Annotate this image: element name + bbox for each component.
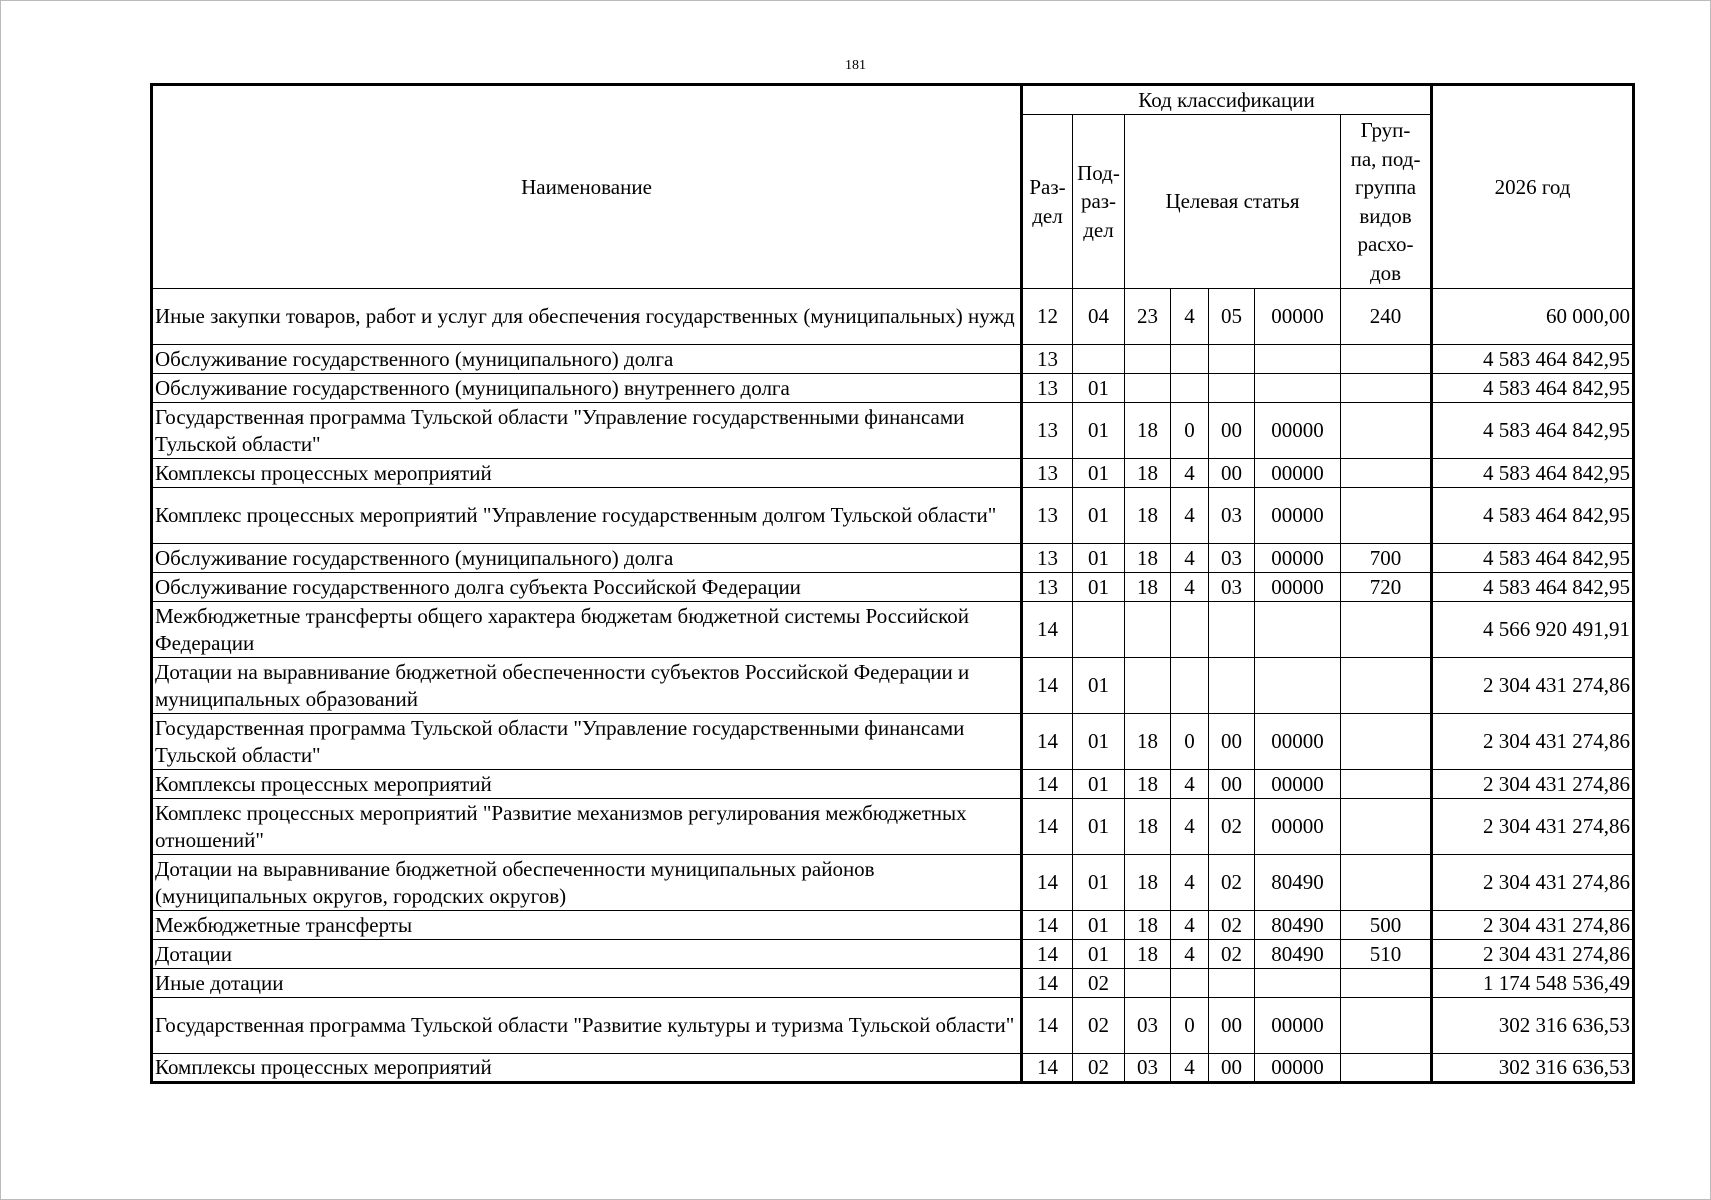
row-name: Государственная программа Тульской области "Управление государственными финансами Тульской области" bbox=[152, 403, 1022, 459]
row-target-type: 4 bbox=[1171, 770, 1209, 799]
row-section: 13 bbox=[1022, 345, 1073, 374]
row-expense-group bbox=[1341, 998, 1432, 1054]
row-amount: 2 304 431 274,86 bbox=[1432, 940, 1634, 969]
row-subsection: 02 bbox=[1073, 969, 1125, 998]
row-target-program: 18 bbox=[1125, 573, 1171, 602]
row-subsection: 01 bbox=[1073, 940, 1125, 969]
table-row bbox=[152, 573, 1634, 602]
row-target-type: 4 bbox=[1171, 488, 1209, 544]
row-name: Комплекс процессных мероприятий "Развитие механизмов регулирования межбюджетных отношений" bbox=[152, 799, 1022, 855]
table-row bbox=[152, 345, 1634, 374]
row-target-type: 4 bbox=[1171, 573, 1209, 602]
header-target: Целевая статья bbox=[1125, 115, 1341, 289]
row-expense-group bbox=[1341, 770, 1432, 799]
row-section: 14 bbox=[1022, 770, 1073, 799]
row-target-program: 18 bbox=[1125, 403, 1171, 459]
row-target-program bbox=[1125, 345, 1171, 374]
row-subsection: 01 bbox=[1073, 488, 1125, 544]
row-section: 14 bbox=[1022, 1054, 1073, 1083]
page-number: 181 bbox=[845, 58, 866, 73]
row-target-program: 18 bbox=[1125, 940, 1171, 969]
row-expense-group bbox=[1341, 374, 1432, 403]
row-expense-group bbox=[1341, 714, 1432, 770]
row-target-structure: 03 bbox=[1209, 488, 1255, 544]
row-name: Обслуживание государственного (муниципального) внутреннего долга bbox=[152, 374, 1022, 403]
row-section: 14 bbox=[1022, 799, 1073, 855]
row-target-structure: 00 bbox=[1209, 998, 1255, 1054]
row-subsection: 02 bbox=[1073, 998, 1125, 1054]
row-target-structure: 02 bbox=[1209, 855, 1255, 911]
header-year: 2026 год bbox=[1432, 85, 1634, 289]
row-target-direction bbox=[1255, 658, 1341, 714]
row-section: 13 bbox=[1022, 403, 1073, 459]
row-target-direction bbox=[1255, 969, 1341, 998]
table-row bbox=[152, 459, 1634, 488]
row-target-type bbox=[1171, 345, 1209, 374]
row-subsection: 01 bbox=[1073, 799, 1125, 855]
table-row bbox=[152, 855, 1634, 911]
row-amount: 302 316 636,53 bbox=[1432, 998, 1634, 1054]
row-expense-group bbox=[1341, 488, 1432, 544]
row-target-direction: 00000 bbox=[1255, 770, 1341, 799]
row-section: 14 bbox=[1022, 714, 1073, 770]
row-target-program: 03 bbox=[1125, 1054, 1171, 1083]
header-group bbox=[1341, 115, 1432, 289]
row-name: Комплексы процессных мероприятий bbox=[152, 770, 1022, 799]
row-amount: 302 316 636,53 bbox=[1432, 1054, 1634, 1083]
row-target-program: 18 bbox=[1125, 855, 1171, 911]
row-subsection: 01 bbox=[1073, 911, 1125, 940]
header-subsection-text: Под- раз- дел bbox=[1077, 160, 1120, 242]
row-target-direction: 00000 bbox=[1255, 573, 1341, 602]
row-target-direction: 00000 bbox=[1255, 488, 1341, 544]
row-subsection: 02 bbox=[1073, 1054, 1125, 1083]
row-expense-group: 500 bbox=[1341, 911, 1432, 940]
table-row bbox=[152, 1054, 1634, 1083]
row-amount: 1 174 548 536,49 bbox=[1432, 969, 1634, 998]
row-amount: 4 583 464 842,95 bbox=[1432, 374, 1634, 403]
row-subsection: 01 bbox=[1073, 714, 1125, 770]
row-target-type: 4 bbox=[1171, 911, 1209, 940]
row-target-direction bbox=[1255, 345, 1341, 374]
row-section: 13 bbox=[1022, 544, 1073, 573]
row-target-structure bbox=[1209, 345, 1255, 374]
row-name: Обслуживание государственного (муниципального) долга bbox=[152, 345, 1022, 374]
row-target-direction: 00000 bbox=[1255, 714, 1341, 770]
row-section: 14 bbox=[1022, 658, 1073, 714]
row-name: Государственная программа Тульской области "Управление государственными финансами Тульской области" bbox=[152, 714, 1022, 770]
row-expense-group: 240 bbox=[1341, 289, 1432, 345]
table-row bbox=[152, 714, 1634, 770]
row-section: 13 bbox=[1022, 459, 1073, 488]
row-subsection bbox=[1073, 345, 1125, 374]
row-expense-group: 720 bbox=[1341, 573, 1432, 602]
row-section: 14 bbox=[1022, 998, 1073, 1054]
table-row bbox=[152, 289, 1634, 345]
row-target-program: 18 bbox=[1125, 799, 1171, 855]
table-row bbox=[152, 374, 1634, 403]
row-target-direction: 00000 bbox=[1255, 289, 1341, 345]
row-target-type: 0 bbox=[1171, 403, 1209, 459]
row-target-structure: 05 bbox=[1209, 289, 1255, 345]
row-target-structure bbox=[1209, 374, 1255, 403]
row-target-program bbox=[1125, 969, 1171, 998]
row-target-program: 18 bbox=[1125, 488, 1171, 544]
row-subsection: 01 bbox=[1073, 855, 1125, 911]
row-expense-group bbox=[1341, 403, 1432, 459]
row-subsection: 04 bbox=[1073, 289, 1125, 345]
row-target-program: 18 bbox=[1125, 911, 1171, 940]
table-row bbox=[152, 658, 1634, 714]
row-target-structure: 02 bbox=[1209, 799, 1255, 855]
row-target-structure: 00 bbox=[1209, 459, 1255, 488]
row-target-program bbox=[1125, 658, 1171, 714]
row-section: 14 bbox=[1022, 602, 1073, 658]
row-name: Дотации на выравнивание бюджетной обеспеченности муниципальных районов (муниципальных округов, городских округов) bbox=[152, 855, 1022, 911]
row-target-structure bbox=[1209, 658, 1255, 714]
row-target-direction: 00000 bbox=[1255, 998, 1341, 1054]
row-target-type: 0 bbox=[1171, 714, 1209, 770]
row-expense-group bbox=[1341, 1054, 1432, 1083]
row-subsection: 01 bbox=[1073, 374, 1125, 403]
row-name: Дотации bbox=[152, 940, 1022, 969]
row-expense-group bbox=[1341, 799, 1432, 855]
row-expense-group bbox=[1341, 459, 1432, 488]
row-target-program: 03 bbox=[1125, 998, 1171, 1054]
row-expense-group bbox=[1341, 658, 1432, 714]
row-target-type: 4 bbox=[1171, 544, 1209, 573]
row-target-type: 0 bbox=[1171, 998, 1209, 1054]
row-target-structure: 00 bbox=[1209, 770, 1255, 799]
table-row bbox=[152, 403, 1634, 459]
table-row bbox=[152, 969, 1634, 998]
row-expense-group bbox=[1341, 602, 1432, 658]
row-amount: 2 304 431 274,86 bbox=[1432, 770, 1634, 799]
header-code: Код классификации bbox=[1022, 85, 1432, 115]
row-amount: 4 583 464 842,95 bbox=[1432, 345, 1634, 374]
row-target-program bbox=[1125, 374, 1171, 403]
row-section: 14 bbox=[1022, 969, 1073, 998]
header-group-text: Груп- па, под- группа видов расхо- дов bbox=[1350, 118, 1421, 285]
row-section: 13 bbox=[1022, 374, 1073, 403]
table-row bbox=[152, 940, 1634, 969]
row-name: Государственная программа Тульской области "Развитие культуры и туризма Тульской области" bbox=[152, 998, 1022, 1054]
row-amount: 2 304 431 274,86 bbox=[1432, 799, 1634, 855]
row-amount: 4 566 920 491,91 bbox=[1432, 602, 1634, 658]
header-section-text: Раз- дел bbox=[1029, 175, 1066, 228]
row-target-direction bbox=[1255, 602, 1341, 658]
row-target-direction: 80490 bbox=[1255, 855, 1341, 911]
row-amount: 2 304 431 274,86 bbox=[1432, 855, 1634, 911]
row-amount: 2 304 431 274,86 bbox=[1432, 714, 1634, 770]
row-expense-group bbox=[1341, 855, 1432, 911]
row-section: 14 bbox=[1022, 940, 1073, 969]
row-target-structure: 00 bbox=[1209, 1054, 1255, 1083]
row-target-structure: 00 bbox=[1209, 403, 1255, 459]
row-subsection: 01 bbox=[1073, 544, 1125, 573]
row-target-type bbox=[1171, 602, 1209, 658]
row-name: Комплекс процессных мероприятий "Управление государственным долгом Тульской области" bbox=[152, 488, 1022, 544]
row-name: Иные дотации bbox=[152, 969, 1022, 998]
row-amount: 60 000,00 bbox=[1432, 289, 1634, 345]
table-row bbox=[152, 488, 1634, 544]
row-target-program: 18 bbox=[1125, 544, 1171, 573]
header-name: Наименование bbox=[152, 85, 1022, 289]
row-target-structure: 03 bbox=[1209, 544, 1255, 573]
row-name: Комплексы процессных мероприятий bbox=[152, 459, 1022, 488]
row-amount: 4 583 464 842,95 bbox=[1432, 488, 1634, 544]
row-target-structure: 02 bbox=[1209, 911, 1255, 940]
row-amount: 4 583 464 842,95 bbox=[1432, 403, 1634, 459]
row-subsection: 01 bbox=[1073, 770, 1125, 799]
row-section: 14 bbox=[1022, 911, 1073, 940]
row-target-program bbox=[1125, 602, 1171, 658]
row-target-type: 4 bbox=[1171, 289, 1209, 345]
table-row bbox=[152, 799, 1634, 855]
row-subsection: 01 bbox=[1073, 658, 1125, 714]
row-amount: 4 583 464 842,95 bbox=[1432, 544, 1634, 573]
row-target-type bbox=[1171, 969, 1209, 998]
row-expense-group: 700 bbox=[1341, 544, 1432, 573]
row-target-structure: 02 bbox=[1209, 940, 1255, 969]
row-target-direction: 00000 bbox=[1255, 403, 1341, 459]
row-target-direction: 00000 bbox=[1255, 459, 1341, 488]
row-target-program: 18 bbox=[1125, 459, 1171, 488]
row-target-program: 18 bbox=[1125, 714, 1171, 770]
row-section: 13 bbox=[1022, 488, 1073, 544]
row-target-direction bbox=[1255, 374, 1341, 403]
row-target-direction: 00000 bbox=[1255, 799, 1341, 855]
row-subsection: 01 bbox=[1073, 403, 1125, 459]
header-subsection bbox=[1073, 115, 1125, 289]
header-row-1 bbox=[152, 85, 1634, 115]
row-name: Комплексы процессных мероприятий bbox=[152, 1054, 1022, 1083]
row-amount: 4 583 464 842,95 bbox=[1432, 459, 1634, 488]
row-target-type: 4 bbox=[1171, 940, 1209, 969]
row-target-direction: 00000 bbox=[1255, 1054, 1341, 1083]
budget-table bbox=[150, 83, 1635, 1084]
row-target-direction: 80490 bbox=[1255, 940, 1341, 969]
row-target-structure bbox=[1209, 969, 1255, 998]
row-target-direction: 80490 bbox=[1255, 911, 1341, 940]
row-target-type bbox=[1171, 658, 1209, 714]
row-section: 14 bbox=[1022, 855, 1073, 911]
row-target-program: 23 bbox=[1125, 289, 1171, 345]
row-name: Обслуживание государственного долга субъекта Российской Федерации bbox=[152, 573, 1022, 602]
row-name: Иные закупки товаров, работ и услуг для обеспечения государственных (муниципальных) нужд bbox=[152, 289, 1022, 345]
header-section bbox=[1022, 115, 1073, 289]
row-name: Дотации на выравнивание бюджетной обеспеченности субъектов Российской Федерации и муниципальных образований bbox=[152, 658, 1022, 714]
row-subsection: 01 bbox=[1073, 459, 1125, 488]
row-expense-group bbox=[1341, 969, 1432, 998]
row-subsection bbox=[1073, 602, 1125, 658]
table-row bbox=[152, 602, 1634, 658]
row-amount: 2 304 431 274,86 bbox=[1432, 658, 1634, 714]
table-row bbox=[152, 544, 1634, 573]
row-expense-group bbox=[1341, 345, 1432, 374]
row-target-structure: 03 bbox=[1209, 573, 1255, 602]
row-target-type: 4 bbox=[1171, 1054, 1209, 1083]
table-row bbox=[152, 770, 1634, 799]
row-target-program: 18 bbox=[1125, 770, 1171, 799]
row-target-direction: 00000 bbox=[1255, 544, 1341, 573]
row-subsection: 01 bbox=[1073, 573, 1125, 602]
row-expense-group: 510 bbox=[1341, 940, 1432, 969]
row-section: 12 bbox=[1022, 289, 1073, 345]
row-target-type bbox=[1171, 374, 1209, 403]
row-target-type: 4 bbox=[1171, 459, 1209, 488]
table-body bbox=[152, 289, 1634, 1083]
table-row bbox=[152, 911, 1634, 940]
row-name: Межбюджетные трансферты общего характера бюджетам бюджетной системы Российской Федерации bbox=[152, 602, 1022, 658]
row-target-structure bbox=[1209, 602, 1255, 658]
row-target-structure: 00 bbox=[1209, 714, 1255, 770]
row-name: Межбюджетные трансферты bbox=[152, 911, 1022, 940]
table-row bbox=[152, 998, 1634, 1054]
row-section: 13 bbox=[1022, 573, 1073, 602]
row-amount: 2 304 431 274,86 bbox=[1432, 911, 1634, 940]
row-target-type: 4 bbox=[1171, 855, 1209, 911]
row-name: Обслуживание государственного (муниципального) долга bbox=[152, 544, 1022, 573]
row-target-type: 4 bbox=[1171, 799, 1209, 855]
row-amount: 4 583 464 842,95 bbox=[1432, 573, 1634, 602]
